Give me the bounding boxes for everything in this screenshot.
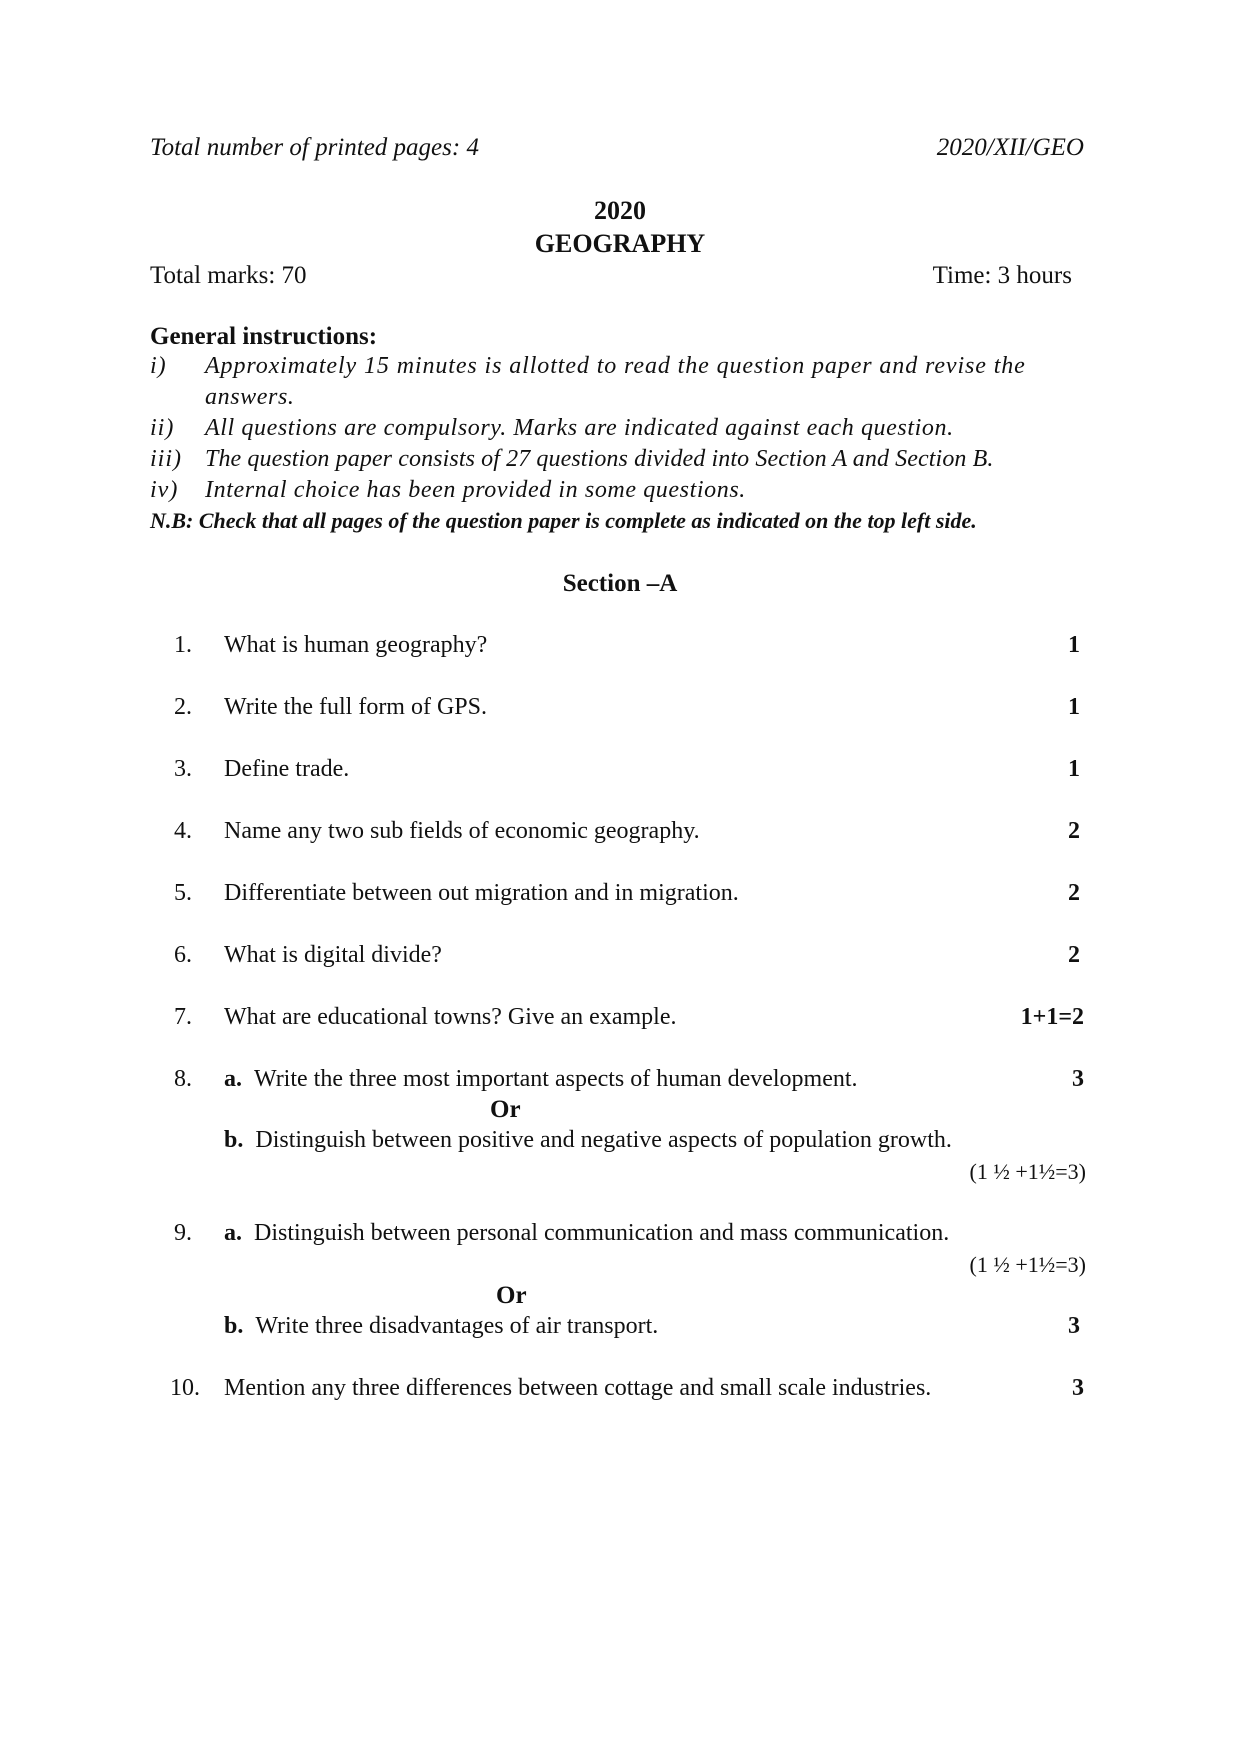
printed-pages-note: Total number of printed pages: 4 (150, 134, 479, 161)
question-number: 9. (174, 1220, 192, 1246)
question-8b (224, 1127, 952, 1154)
question-text: Differentiate between out migration and in migration. (224, 880, 739, 906)
question-number: 1. (174, 632, 192, 658)
question-number: 5. (174, 880, 192, 906)
question-marks: 1 (1068, 694, 1080, 720)
total-marks: Total marks: 70 (150, 262, 307, 289)
exam-year: 2020 (594, 196, 646, 225)
question-number: 3. (174, 756, 192, 782)
option-text: Distinguish between positive and negative aspects of population growth. (255, 1127, 952, 1153)
question-8a (224, 1066, 858, 1093)
instruction-text: Internal choice has been provided in some questions. (205, 477, 746, 503)
question-number: 6. (174, 942, 192, 968)
option-text: Distinguish between personal communication and mass communication. (254, 1220, 950, 1246)
instruction-number: iii) (150, 446, 182, 472)
question-number: 4. (174, 818, 192, 844)
instruction-number: ii) (150, 415, 175, 441)
question-text: What is digital divide? (224, 942, 442, 968)
question-text: Mention any three differences between cottage and small scale industries. (224, 1375, 932, 1401)
instructions-heading: General instructions: (150, 323, 378, 350)
question-number: 2. (174, 694, 192, 720)
question-marks: 1 (1068, 632, 1080, 658)
question-number: 10. (170, 1375, 200, 1401)
or-divider: Or (496, 1282, 527, 1309)
instruction-number: iv) (150, 477, 179, 503)
option-label: b. (224, 1127, 244, 1153)
option-label: b. (224, 1313, 244, 1339)
question-marks: 2 (1068, 942, 1080, 968)
option-text: Write the three most important aspects of human development. (254, 1066, 858, 1092)
option-label: a. (224, 1220, 242, 1246)
question-marks: 3 (1072, 1066, 1084, 1092)
instruction-text-continued: answers. (205, 384, 295, 410)
question-9a (224, 1220, 949, 1247)
question-marks: 2 (1068, 818, 1080, 844)
section-title: Section –A (562, 570, 678, 597)
question-number: 7. (174, 1004, 192, 1030)
instruction-text: The question paper consists of 27 questions divided into Section A and Section B. (205, 446, 994, 472)
question-text: What is human geography? (224, 632, 488, 658)
question-number: 8. (174, 1066, 192, 1092)
paper-code: 2020/XII/GEO (936, 134, 1084, 161)
question-marks: 1+1=2 (1020, 1004, 1084, 1030)
question-marks: 1 (1068, 756, 1080, 782)
option-text: Write three disadvantages of air transport. (255, 1313, 659, 1339)
question-text: Name any two sub fields of economic geography. (224, 818, 700, 844)
instruction-text: All questions are compulsory. Marks are indicated against each question. (205, 415, 954, 441)
nb-note: N.B: Check that all pages of the question paper is complete as indicated on the top left side. (150, 508, 977, 533)
option-label: a. (224, 1066, 242, 1092)
question-9b (224, 1313, 658, 1340)
instruction-text: Approximately 15 minutes is allotted to read the question paper and revise the (205, 353, 1026, 379)
question-text: Define trade. (224, 756, 350, 782)
question-text: What are educational towns? Give an example. (224, 1004, 677, 1030)
question-marks: 2 (1068, 880, 1080, 906)
subject-title: GEOGRAPHY (534, 229, 706, 258)
question-marks-split: (1 ½ +1½=3) (969, 1252, 1086, 1277)
question-marks: 3 (1068, 1313, 1080, 1339)
instruction-number: i) (150, 353, 167, 379)
or-divider: Or (490, 1096, 521, 1123)
time-allowed: Time: 3 hours (932, 262, 1072, 289)
question-text: Write the full form of GPS. (224, 694, 487, 720)
question-marks: 3 (1072, 1375, 1084, 1401)
question-marks-split: (1 ½ +1½=3) (969, 1159, 1086, 1184)
